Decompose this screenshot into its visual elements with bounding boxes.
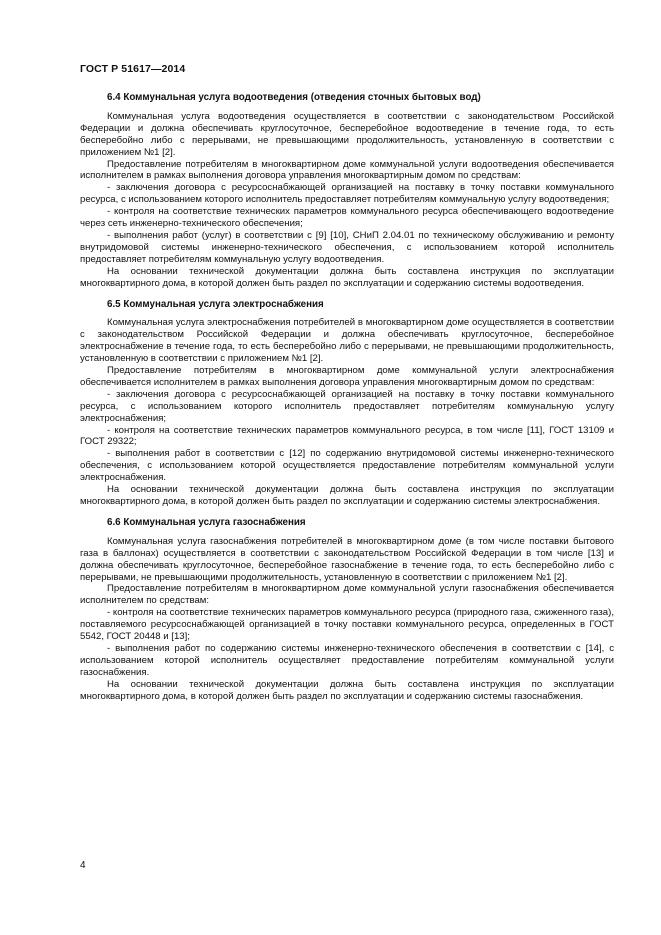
section-title: 6.6 Коммунальная услуга газоснабжения (107, 516, 306, 528)
paragraph: Предоставление потребителям в многоквартирном доме коммунальной услуги газоснабжения обеспечивается исполнителем по средствам: (80, 583, 614, 607)
paragraph: На основании технической документации должна быть составлена инструкция по эксплуатации многоквартирного дома, в которой должен быть раздел по эксплуатации и содержанию системы газоснабжения. (80, 678, 614, 702)
list-item: - контроля на соответствие технических параметров коммунального ресурса обеспечивающего водоотведение через сеть инженерно-технического обеспечения; (80, 206, 614, 230)
paragraph: Предоставление потребителям в многоквартирном доме коммунальной услуги водоотведения обеспечивается исполнителем в рамках выполнения договора управления многоквартирным домом по средствам: (80, 158, 614, 182)
list-item: - контроля на соответствие технических параметров коммунального ресурса, в том числе [11], ГОСТ 13109 и ГОСТ 29322; (80, 424, 614, 448)
list-item: - выполнения работ (услуг) в соответствии с [9] [10], СНиП 2.04.01 по техническому обслуживанию и ремонту внутридомовой системы инженерно-технического обеспечения, с использованием которой исполнитель предоставляет потребителям коммунальную услугу водоотведения. (80, 229, 614, 265)
page-number: 4 (80, 860, 86, 871)
list-item: - выполнения работ по содержанию системы инженерно-технического обеспечения в соответствии с [14], с использованием которой исполнитель осуществляет предоставление потребителям коммунальной услуги газоснабжения. (80, 642, 614, 678)
paragraph: Коммунальная услуга водоотведения осуществляется в соответствии с законодательством Российской Федерации и должна обеспечивать круглосуточное, бесперебойное водоотведение в течение года, то есть бесперебойно либо с перерывами, не превышающими продолжительность, установленную в соответствии с приложением №1 [2]. (80, 110, 614, 158)
paragraph: Коммунальная услуга электроснабжения потребителей в многоквартирном доме осуществляется в соответствии с законодательством Российской Федерации и должна обеспечивать круглосуточное, бесперебойное электроснабжение в течение года, то есть бесперебойно либо с перерывами, не превышающими продолжительность, установленную в соответствии с приложением №1 [2]. (80, 317, 614, 365)
list-item: - заключения договора с ресурсоснабжающей организацией на поставку в точку поставки коммунального ресурса, с использованием которого исполнитель предоставляет потребителям коммунальную услугу водоотведения; (80, 182, 614, 206)
paragraph: Коммунальная услуга газоснабжения потребителей в многоквартирном доме (в том числе поставки бытового газа в баллонах) осуществляется в соответствии с законодательством Российской Федерации в том числе [13] и должна обеспечивать круглосуточное, бесперебойное газоснабжение в течение года, то есть бесперебойно либо с перерывами, не превышающими продолжительность, установленную в соответствии с приложением №1 [2]. (80, 535, 614, 583)
paragraph: На основании технической документации должна быть составлена инструкция по эксплуатации многоквартирного дома, в которой должен быть раздел по эксплуатации и содержанию системы водоотведения. (80, 265, 614, 289)
list-item: - контроля на соответствие технических параметров коммунального ресурса (природного газа, сжиженного газа), поставляемого ресурсоснабжающей организацией в точку поставки коммунального ресурса, определенных в ГОСТ 5542, ГОСТ 20448 и [13]; (80, 607, 614, 643)
list-item: - выполнения работ в соответствии с [12] по содержанию внутридомовой системы инженерно-технического обеспечения, с использованием которой осуществляется предоставление потребителям коммунальной услуги электроснабжения. (80, 448, 614, 484)
document-code: ГОСТ Р 51617—2014 (80, 63, 186, 75)
section-title: 6.4 Коммунальная услуга водоотведения (отведения сточных бытовых вод) (107, 92, 481, 103)
section-6-6 (80, 517, 614, 703)
section-title: 6.5 Коммунальная услуга электроснабжения (107, 298, 324, 310)
section-6-5 (80, 299, 614, 508)
document-body (80, 92, 614, 712)
section-6-4 (80, 92, 614, 290)
list-item: - заключения договора с ресурсоснабжающей организацией на поставку в точку поставки коммунального ресурса, с использованием которого исполнитель предоставляет потребителям коммунальную услугу электроснабжения; (80, 388, 614, 424)
paragraph: Предоставление потребителям в многоквартирном доме коммунальной услуги электроснабжения обеспечивается исполнителем в рамках выполнения договора управления многоквартирным домом по средствам: (80, 365, 614, 388)
paragraph: На основании технической документации должна быть составлена инструкция по эксплуатации многоквартирного дома, в которой должен быть раздел по эксплуатации и содержанию системы электроснабжения. (80, 484, 614, 507)
